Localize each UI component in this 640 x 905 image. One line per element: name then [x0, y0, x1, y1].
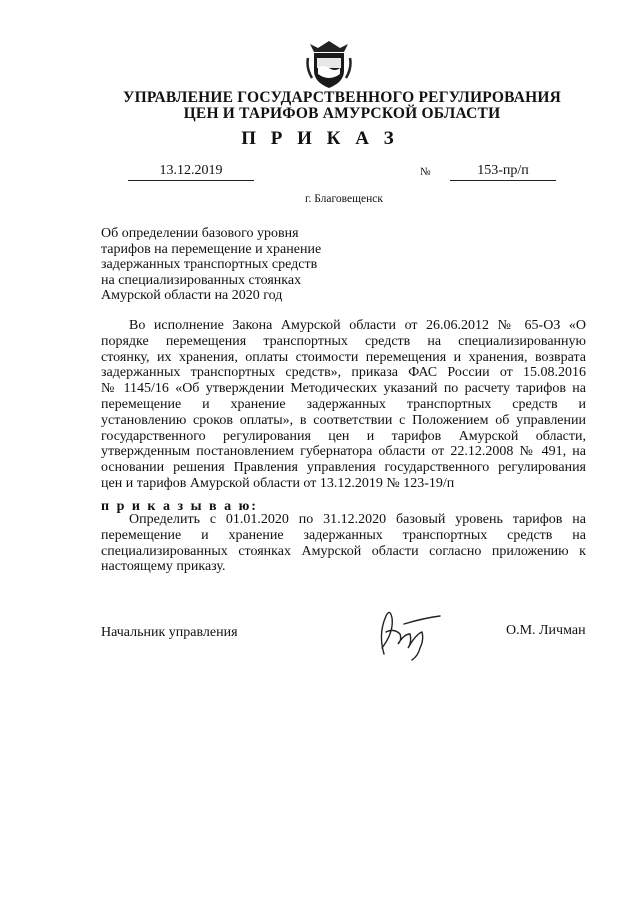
organization-name-line2: ЦЕН И ТАРИФОВ АМУРСКОЙ ОБЛАСТИ — [183, 105, 501, 122]
number-sign: № — [420, 166, 431, 178]
subject-line: тарифов на перемещение и хранение — [101, 241, 322, 257]
handwritten-signature — [364, 604, 444, 662]
city-name: г. Благовещенск — [305, 193, 383, 205]
organization-name-line1: УПРАВЛЕНИЕ ГОСУДАРСТВЕННОГО РЕГУЛИРОВАНИЯ — [123, 89, 561, 106]
paragraph-line: перемещение и хранение задержанных транспортных средств на — [101, 527, 586, 543]
document-date: 13.12.2019 — [128, 163, 254, 181]
paragraph-line: настоящему приказу. — [101, 559, 226, 575]
preamble-paragraph — [101, 318, 586, 492]
decision-paragraph — [101, 512, 586, 575]
paragraph-line: государственного регулирования цен и тарифов Амурской области, — [101, 428, 586, 444]
paragraph-line: основании решения Правления управления государственного регулирования — [101, 460, 586, 476]
document-number: 153-пр/п — [450, 163, 556, 181]
paragraph-line: специализированных стоянках Амурской области согласно приложению к — [101, 543, 586, 559]
paragraph-line: Определить с 01.01.2020 по 31.12.2020 базовый уровень тарифов на — [129, 512, 586, 527]
subject-line: на специализированных стоянках — [101, 272, 302, 288]
paragraph-line: № 1145/16 «Об утверждении Методических указаний по расчету тарифов на — [101, 381, 586, 397]
document-subject — [101, 226, 351, 304]
paragraph-line: порядке перемещения транспортных средств на специализированную — [101, 333, 586, 349]
document-type-title: П Р И К А З — [241, 128, 399, 149]
paragraph-line: стоянку, их хранения, оплаты стоимости перемещения и хранения, возврата — [101, 349, 586, 365]
paragraph-line: утвержденным постановлением губернатора области от 22.12.2008 № 491, на — [101, 444, 586, 460]
signatory-role: Начальник управления — [101, 625, 238, 640]
paragraph-line: перемещение и хранение задержанных транспортных средств и — [101, 396, 586, 412]
subject-line: Об определении базового уровня — [101, 226, 299, 241]
orders-word: п р и к а з ы в а ю: — [101, 499, 258, 514]
paragraph-line: установлению сроков оплаты», в соответствии с Положением об управлении — [101, 412, 586, 428]
paragraph-line: цен и тарифов Амурской области от 13.12.2019 № 123-19/п — [101, 475, 455, 491]
subject-line: задержанных транспортных средств — [101, 257, 318, 272]
paragraph-line: задержанных транспортных средств», приказа ФАС России от 15.08.2016 — [101, 365, 586, 381]
signatory-name: О.М. Личман — [506, 623, 586, 638]
coat-of-arms-emblem — [306, 38, 352, 90]
paragraph-line: Во исполнение Закона Амурской области от 26.06.2012 № 65-ОЗ «О — [129, 318, 586, 333]
subject-line: Амурской области на 2020 год — [101, 288, 283, 303]
